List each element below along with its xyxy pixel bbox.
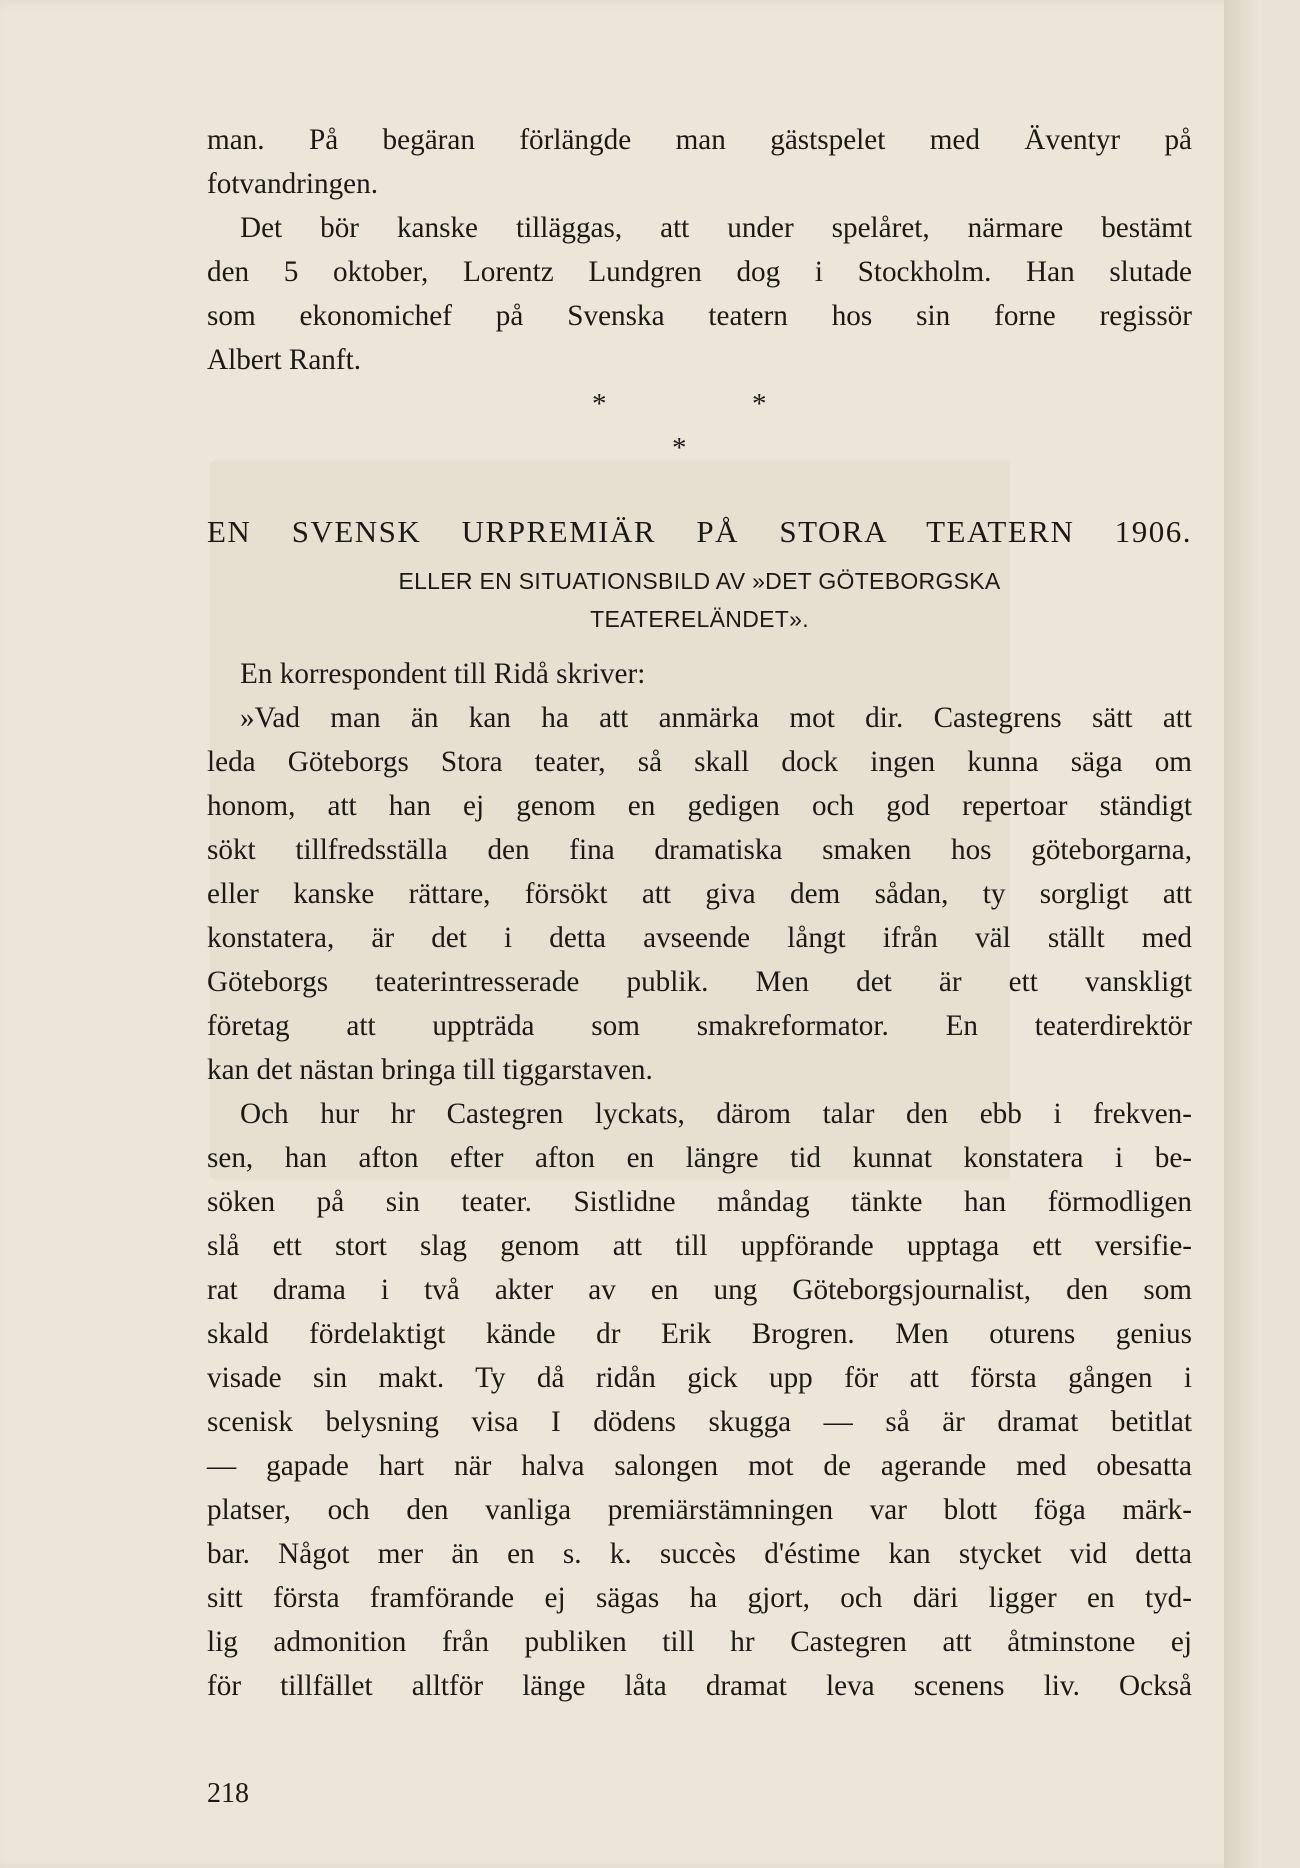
- top-paragraph: [207, 118, 1192, 206]
- text-line: bar. Något mer än en s. k. succès d'éstime kan stycket vid detta: [207, 1538, 1192, 1570]
- text-line: eller kanske rättare, försökt att giva dem sådan, ty sorgligt att: [207, 878, 1192, 910]
- text-line: leda Göteborgs Stora teater, så skall dock ingen kunna säga om: [207, 746, 1192, 778]
- text-line: honom, att han ej genom en gedigen och god repertoar ständigt: [207, 790, 1192, 822]
- text-line: sökt tillfredsställa den fina dramatiska smaken hos göteborgarna,: [207, 834, 1192, 866]
- paragraph-quote: [207, 696, 1192, 1092]
- asterisk: *: [592, 388, 607, 420]
- paragraph-castegren: [207, 1092, 1192, 1708]
- text-line: man. På begäran förlängde man gästspelet med Äventyr på: [207, 124, 1192, 156]
- page-number: 218: [207, 1778, 249, 1809]
- text-line: — gapade hart när halva salongen mot de agerande med obesatta: [207, 1450, 1192, 1482]
- section-heading: EN SVENSK URPREMIÄR PÅ STORA TEATERN 1906.: [207, 514, 1192, 549]
- text-line: söken på sin teater. Sistlidne måndag tänkte han förmodligen: [207, 1186, 1192, 1218]
- text-line: konstatera, är det i detta avseende långt ifrån väl ställt med: [207, 922, 1192, 954]
- section-subheading: [207, 562, 1192, 638]
- page-edge-shadow: [1224, 0, 1262, 1868]
- text-line: slå ett stort slag genom att till uppförande upptaga ett versifie-: [207, 1230, 1192, 1262]
- text-line: för tillfället alltför länge låta dramat leva scenens liv. Också: [207, 1670, 1192, 1702]
- text-line: sitt första framförande ej sägas ha gjort, och däri ligger en tyd-: [207, 1582, 1192, 1614]
- text-line: platser, och den vanliga premiärstämningen var blott föga märk-: [207, 1494, 1192, 1526]
- paragraph-death-notice: [207, 206, 1192, 382]
- text-line: Göteborgs teaterintresserade publik. Men det är ett vanskligt: [207, 966, 1192, 998]
- text-line: Och hur hr Castegren lyckats, därom talar den ebb i frekven-: [240, 1098, 1192, 1130]
- subheading-line: TEATERELÄNDET».: [590, 606, 809, 632]
- text-line: sen, han afton efter afton en längre tid kunnat konstatera i be-: [207, 1142, 1192, 1174]
- asterisk: *: [752, 388, 767, 420]
- text-column: [207, 118, 1192, 1708]
- text-line: skald fördelaktigt kände dr Erik Brogren. Men oturens genius: [207, 1318, 1192, 1350]
- text-line: fotvandringen.: [207, 168, 379, 200]
- text-line: »Vad man än kan ha att anmärka mot dir. Castegrens sätt att: [240, 702, 1192, 734]
- subheading-line: ELLER EN SITUATIONSBILD AV »DET GÖTEBORGSKA: [398, 568, 1001, 594]
- text-line: visade sin makt. Ty då ridån gick upp för att första gången i: [207, 1362, 1192, 1394]
- asterisk: *: [672, 432, 687, 464]
- text-line: Det bör kanske tilläggas, att under spelåret, närmare bestämt: [240, 212, 1192, 244]
- text-line: som ekonomichef på Svenska teatern hos sin forne regissör: [207, 300, 1192, 332]
- text-line: lig admonition från publiken till hr Castegren att åtminstone ej: [207, 1626, 1192, 1658]
- text-line: rat drama i två akter av en ung Göteborgsjournalist, den som: [207, 1274, 1192, 1306]
- text-line: den 5 oktober, Lorentz Lundgren dog i Stockholm. Han slutade: [207, 256, 1192, 288]
- text-line: företag att uppträda som smakreformator. En teaterdirektör: [207, 1010, 1192, 1042]
- text-line: kan det nästan bringa till tiggarstaven.: [207, 1054, 653, 1086]
- intro-line: En korrespondent till Ridå skriver:: [240, 658, 646, 690]
- section-separator: [207, 382, 1192, 472]
- text-line: Albert Ranft.: [207, 344, 362, 376]
- text-line: scenisk belysning visa I dödens skugga — så är dramat betitlat: [207, 1406, 1192, 1438]
